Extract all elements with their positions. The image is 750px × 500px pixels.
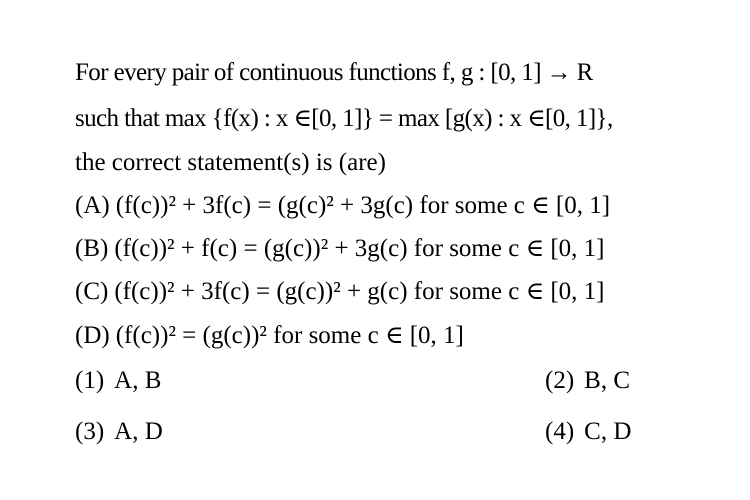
statement-text: (f(c))² + 3f(c) = (g(c)² + 3g(c) for some c ∈ [0, 1] xyxy=(115,192,611,219)
answer-choice-4[interactable] xyxy=(545,417,631,447)
answer-choice-3[interactable] xyxy=(75,417,163,447)
question-line-3: the correct statement(s) is (are) xyxy=(75,149,386,176)
answer-choice-2[interactable] xyxy=(545,366,630,396)
choice-text: B, C xyxy=(584,367,631,394)
statement-label: (A) xyxy=(75,192,110,219)
answer-choice-1[interactable] xyxy=(75,366,161,396)
question-line-1: For every pair of continuous functions f, g : [0, 1] → R xyxy=(75,59,593,86)
statement-label: (C) xyxy=(75,278,109,305)
question-line-2: such that max {f(x) : x ∈[0, 1]} = max [g(x) : x ∈[0, 1]}, xyxy=(75,105,613,132)
choice-text: A, D xyxy=(114,418,163,445)
statement-label: (B) xyxy=(75,235,109,262)
choice-text: A, B xyxy=(114,367,162,394)
choice-number: (1) xyxy=(75,367,105,394)
statement-b xyxy=(75,234,604,264)
statement-a xyxy=(75,191,610,221)
statement-text: (f(c))² = (g(c))² for some c ∈ [0, 1] xyxy=(115,322,464,349)
statement-label: (D) xyxy=(75,322,110,349)
choice-text: C, D xyxy=(584,418,632,445)
choice-number: (3) xyxy=(75,418,105,445)
statement-text: (f(c))² + f(c) = (g(c))² + 3g(c) for some c ∈ [0, 1] xyxy=(114,235,605,262)
statement-c xyxy=(75,277,604,307)
statement-text: (f(c))² + 3f(c) = (g(c))² + g(c) for some c ∈ [0, 1] xyxy=(114,278,605,305)
statement-d xyxy=(75,321,464,351)
choice-number: (4) xyxy=(545,418,575,445)
choice-number: (2) xyxy=(545,367,575,394)
